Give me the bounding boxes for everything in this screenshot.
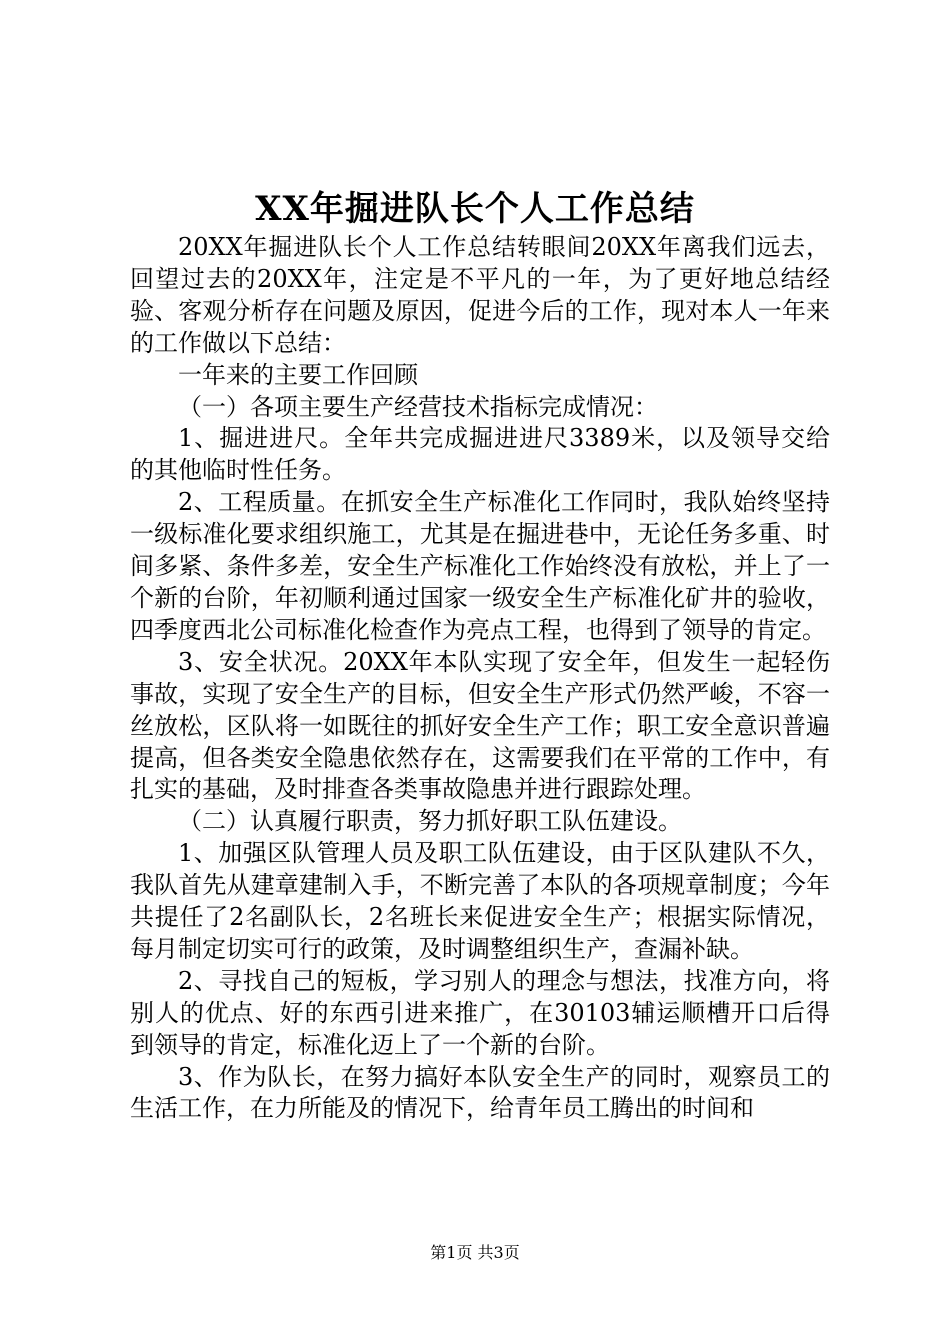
paragraph-section-2-heading: （二）认真履行职责，努力抓好职工队伍建设。 [178,807,682,836]
paragraph-item-captain: 3、作为队长，在努力搞好本队安全生产的同时，观察员工的生活工作，在力所能及的情况下，给青年员工腾出的时间和 [130,1062,830,1123]
paragraph-review-heading: 一年来的主要工作回顾 [178,360,418,389]
paragraph-intro: 20XX年掘进队长个人工作总结转眼间20XX年离我们远去，回望过去的20XX年，注定是不平凡的一年，为了更好地总结经验、客观分析存在问题及原因，促进今后的工作，现对本人一年来的工作做以下总结： [130,233,830,357]
paragraph-item-learning: 2、寻找自己的短板，学习别人的理念与想法，找准方向，将别人的优点、好的东西引进来推广，在30103辅运顺槽开口后得到领导的肯定，标准化迈上了一个新的台阶。 [130,966,830,1059]
document-body [130,232,830,1125]
paragraph-section-1-heading: （一）各项主要生产经营技术指标完成情况： [178,392,658,421]
paragraph-item-footage: 1、掘进进尺。全年共完成掘进进尺3389米，以及领导交给的其他临时性任务。 [130,424,830,485]
paragraph-item-quality: 2、工程质量。在抓安全生产标准化工作同时，我队始终坚持一级标准化要求组织施工，尤其是在掘进巷中，无论任务多重、时间多紧、条件多差，安全生产标准化工作始终没有放松，并上了一个新的台阶，年初顺利通过国家一级安全生产标准化矿井的验收，四季度西北公司标准化检查作为亮点工程，也得到了领导的肯定。 [130,488,830,644]
paragraph-item-team-building: 1、加强区队管理人员及职工队伍建设，由于区队建队不久，我队首先从建章建制入手，不断完善了本队的各项规章制度；今年共提任了2名副队长，2名班长来促进安全生产；根据实际情况，每月制定切实可行的政策，及时调整组织生产，查漏补缺。 [130,839,830,963]
document-title: XX年掘进队长个人工作总结 [255,189,695,229]
page-number-footer: 第1页 共3页 [430,1243,520,1262]
paragraph-item-safety: 3、安全状况。20XX年本队实现了安全年，但发生一起轻伤事故，实现了安全生产的目标，但安全生产形式仍然严峻，不容一丝放松，区队将一如既往的抓好安全生产工作；职工安全意识普遍提高，但各类安全隐患依然存在，这需要我们在平常的工作中，有扎实的基础，及时排查各类事故隐患并进行跟踪处理。 [130,647,830,804]
